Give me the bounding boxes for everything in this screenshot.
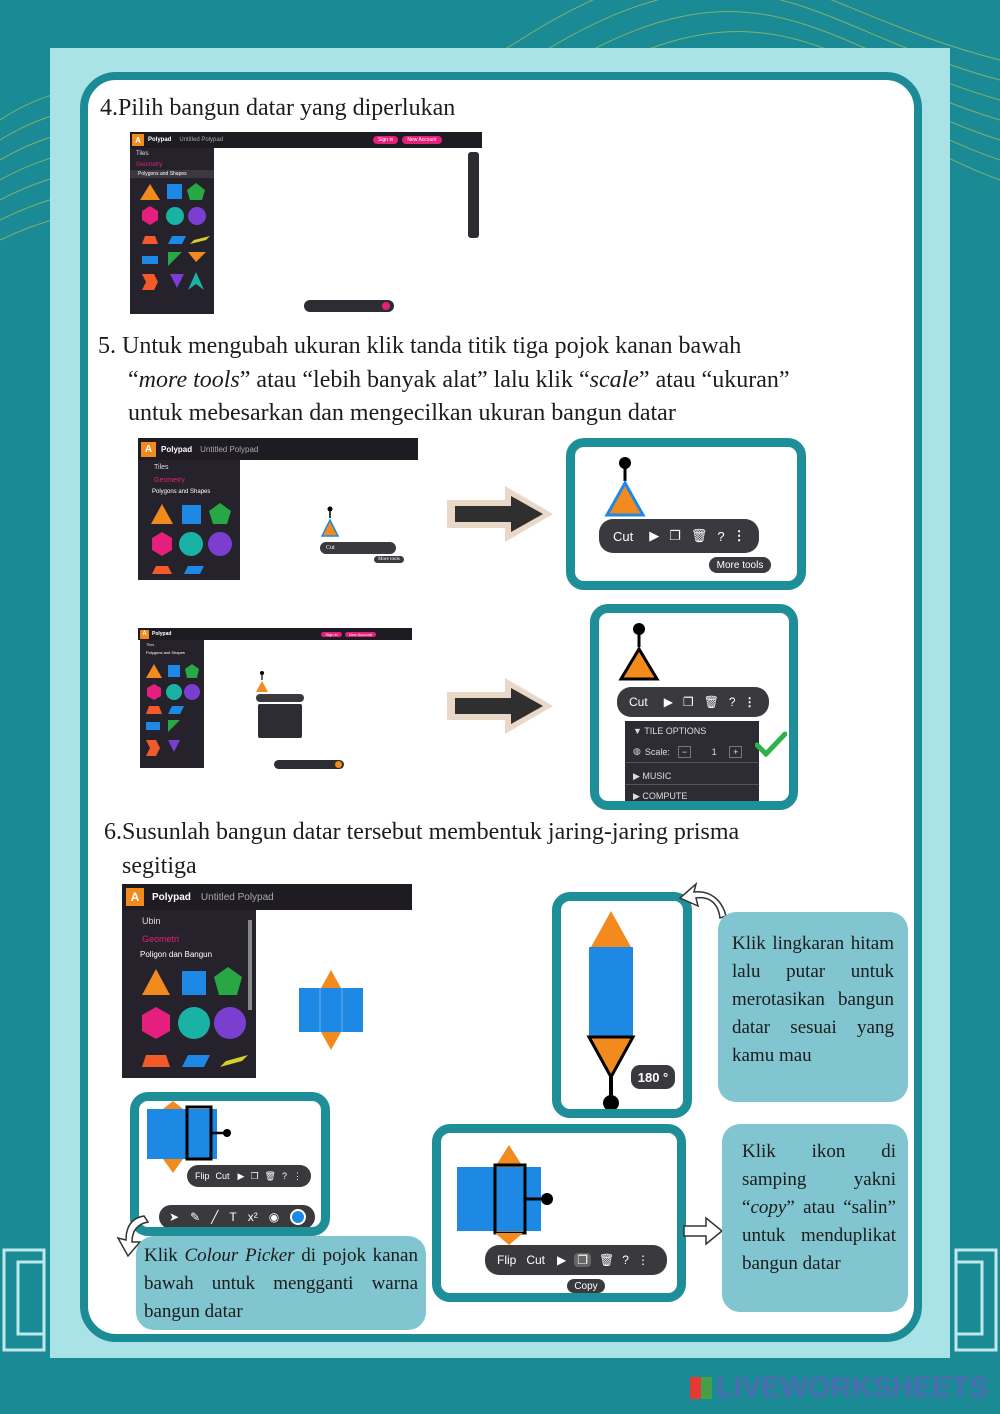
cut-button[interactable]: Cut (613, 528, 634, 544)
polypad-screenshot-3 (138, 628, 412, 770)
tiles-label: Tiles (146, 642, 155, 647)
polypad-header (130, 132, 482, 148)
compute-label: COMPUTE (642, 791, 688, 801)
geometry-label: Geometri (142, 934, 180, 944)
zoom-copy (432, 1124, 686, 1302)
colour-picker-icon[interactable] (290, 1209, 306, 1225)
copy-tooltip: Copy (567, 1279, 605, 1293)
tile-toolbar (187, 1165, 311, 1187)
step5-line2-end: ” atau “ukuran” (638, 367, 790, 393)
polypad-header (122, 884, 412, 910)
scale-term: scale (589, 367, 639, 393)
play-icon[interactable]: ▶ (649, 528, 660, 543)
colour-note-c: di pojok kanan bawah untuk mengganti warna bangun datar (144, 1245, 418, 1322)
compute-row[interactable] (625, 785, 759, 804)
help-icon[interactable]: ? (728, 695, 736, 709)
pointer-icon[interactable]: ➤ (169, 1210, 180, 1224)
colour-picker-term: Colour Picker (184, 1245, 295, 1266)
shapes-palette[interactable] (140, 656, 204, 766)
polypad-header (138, 628, 412, 640)
play-icon[interactable]: ▶ (557, 1253, 567, 1267)
right-arrow-icon (682, 1216, 724, 1246)
new-account-button[interactable]: New Account (402, 136, 441, 144)
selected-triangle[interactable] (254, 670, 270, 694)
geometry-label: Geometry (136, 162, 163, 168)
bottom-toolbar (159, 1205, 315, 1229)
doc-title: Untitled Polypad (200, 444, 259, 454)
step6-line1: 6.Susunlah bangun datar tersebut membentuk jaring-jaring prisma (104, 819, 740, 845)
mini-menu-panel (258, 704, 302, 738)
tiles-sidebar (122, 910, 256, 1078)
polypad-logo: A (140, 630, 149, 639)
new-account-button[interactable]: New Account (345, 632, 376, 637)
geometry-label: Geometry (154, 477, 185, 484)
brand-name: Polypad (161, 444, 193, 454)
rotate-note: Klik lingkaran hitam lalu putar untuk merotasikan bangun datar sesuai yang kamu mau (718, 912, 908, 1102)
music-row[interactable] (625, 763, 759, 785)
tile-options-label: TILE OPTIONS (644, 726, 707, 736)
shapes-palette[interactable] (130, 178, 214, 314)
sidebar-scrollbar[interactable] (248, 920, 252, 1010)
rotation-handle-icon (541, 1193, 553, 1205)
step5-line1: 5. Untuk mengubah ukuran klik tanda titik tiga pojok kanan bawah (98, 333, 742, 359)
scale-label: Scale: (644, 746, 670, 757)
colour-picker-icon[interactable] (382, 302, 390, 310)
step5-line3: untuk mebesarkan dan mengecilkan ukuran bangun datar (128, 400, 676, 426)
polypad-logo: A (126, 888, 144, 906)
help-icon[interactable]: ? (281, 1171, 287, 1181)
copy-icon[interactable]: ❐ (250, 1170, 259, 1181)
tile-toolbar (599, 519, 759, 553)
copy-icon[interactable]: ❐ (669, 528, 681, 543)
polypad-header (138, 438, 418, 460)
polygons-label: Polygons and Shapes (130, 170, 214, 178)
more-tools-menu (625, 721, 759, 807)
step4-title: 4.Pilih bangun datar yang diperlukan (100, 95, 456, 121)
scale-row (625, 741, 759, 763)
copy-term: copy (750, 1197, 787, 1218)
polygons-label: Polygons and Shapes (146, 650, 185, 655)
more-tools-tooltip: More tools (709, 557, 771, 573)
zoom-scale-menu (590, 604, 798, 810)
more-tools-icon[interactable]: ⋮ (636, 1253, 649, 1267)
polypad-screenshot-2 (138, 438, 418, 580)
tile-toolbar (485, 1245, 667, 1275)
play-icon[interactable]: ▶ (237, 1170, 245, 1181)
copy-icon[interactable]: ❐ (574, 1253, 591, 1267)
rotation-handle-icon (633, 623, 645, 635)
delete-icon[interactable]: 🗑 (703, 695, 719, 709)
scale-minus-button[interactable]: − (678, 746, 691, 758)
rotation-handle-icon (223, 1129, 231, 1137)
eraser-icon[interactable]: ◉ (268, 1210, 280, 1224)
pen-icon[interactable]: ✎ (190, 1210, 201, 1224)
copy-note-a: Klik ikon di samping yakni “ (742, 1141, 896, 1218)
more-tools-tooltip-mini: More tools (374, 556, 404, 563)
copy-note-c: ” atau “salin” untuk menduplikat bangun datar (742, 1197, 896, 1274)
text-icon[interactable]: T (229, 1210, 237, 1224)
zoom-rotate (552, 892, 692, 1118)
quote-open: “ (128, 367, 139, 393)
copy-icon[interactable]: ❐ (682, 695, 694, 709)
rotation-angle-badge: 180 ° (631, 1065, 675, 1089)
step6-line2: segitiga (122, 853, 197, 879)
zoom-colour-picker (130, 1092, 330, 1236)
shapes-palette[interactable] (122, 963, 256, 1073)
polygons-label: Polygons and Shapes (152, 489, 211, 495)
collapse-icon: ▼ (633, 726, 645, 736)
colour-note-a: Klik (144, 1245, 185, 1266)
doc-title: Untitled Polypad (179, 137, 224, 143)
step5-line2 (128, 364, 790, 397)
cut-button[interactable]: Cut (215, 1171, 230, 1181)
scale-input[interactable]: 1 (711, 746, 717, 757)
sign-in-button[interactable]: Sign in (373, 136, 398, 144)
right-tool-rail[interactable] (468, 152, 479, 238)
music-label: MUSIC (642, 771, 672, 781)
play-icon[interactable]: ▶ (663, 695, 673, 709)
footer-brand: LIVEWORKSHEETS (716, 1372, 989, 1404)
prism-net[interactable] (296, 966, 366, 1054)
selected-triangle[interactable] (603, 455, 647, 519)
checkmark-icon (755, 731, 787, 757)
mini-toolbar[interactable] (320, 542, 396, 554)
flip-button[interactable]: Flip (497, 1253, 517, 1267)
tiles-label: Ubin (142, 916, 161, 926)
zoom-more-tools (566, 438, 806, 590)
help-icon[interactable]: ? (622, 1253, 629, 1267)
bottom-toolbar[interactable] (304, 300, 394, 312)
polypad-logo: A (141, 442, 156, 457)
mini-toolbar[interactable] (256, 694, 304, 702)
tiles-sidebar (138, 460, 240, 580)
tiles-label: Tiles (136, 151, 149, 157)
step5-line2-mid: ” atau “lebih banyak alat” lalu klik “ (239, 367, 590, 393)
cut-button[interactable]: Cut (629, 695, 648, 709)
more-tools-icon[interactable]: ⋮ (732, 528, 746, 543)
cut-label[interactable]: Cut (326, 545, 335, 551)
tile-toolbar (617, 687, 769, 717)
rotation-handle-icon (603, 1095, 619, 1111)
tile-options-row[interactable] (625, 721, 759, 741)
equation-icon[interactable]: x² (247, 1210, 258, 1224)
right-arrow-icon (445, 484, 555, 544)
sign-in-button[interactable]: Sign in (321, 632, 341, 637)
colour-note (136, 1236, 426, 1330)
delete-icon[interactable]: 🗑 (690, 528, 708, 543)
logo-icon (690, 1377, 712, 1399)
cut-button[interactable]: Cut (526, 1253, 546, 1267)
scale-icon: ◍ (633, 746, 641, 756)
expand-icon: ▶ (633, 771, 643, 781)
selected-triangle[interactable] (318, 506, 342, 540)
line-icon[interactable]: ╱ (211, 1210, 219, 1224)
polypad-logo: A (132, 134, 144, 146)
flip-button[interactable]: Flip (195, 1171, 210, 1181)
more-tools-icon[interactable]: ⋮ (743, 695, 756, 709)
right-arrow-icon (445, 676, 555, 736)
delete-icon[interactable]: 🗑 (264, 1170, 276, 1181)
delete-icon[interactable]: 🗑 (599, 1253, 615, 1267)
expand-icon: ▶ (633, 791, 643, 801)
bottom-toolbar[interactable] (274, 760, 344, 769)
brand-name: Polypad (148, 137, 172, 143)
doc-title: Untitled Polypad (200, 891, 274, 903)
copy-note (722, 1124, 908, 1312)
rotation-handle-icon (619, 457, 631, 469)
brand-name: Polypad (152, 631, 172, 637)
shapes-palette[interactable] (138, 498, 238, 578)
polygons-label: Poligon dan Bangun (140, 950, 213, 959)
brand-name: Polypad (152, 891, 191, 903)
selected-triangle[interactable] (617, 621, 661, 683)
help-icon[interactable]: ? (717, 528, 725, 544)
tiles-sidebar (130, 148, 214, 314)
liveworksheets-logo (690, 1372, 988, 1405)
more-tools-icon[interactable]: ⋮ (292, 1170, 302, 1181)
tiles-sidebar (140, 640, 204, 768)
more-tools-term: more tools (138, 367, 240, 393)
colour-picker-icon[interactable] (335, 761, 342, 768)
polypad-screenshot-1 (130, 132, 482, 314)
prism-net-selected[interactable] (453, 1141, 563, 1245)
polypad-screenshot-4 (122, 884, 412, 1078)
scale-plus-button[interactable]: + (729, 746, 742, 758)
tiles-label: Tiles (154, 464, 169, 471)
